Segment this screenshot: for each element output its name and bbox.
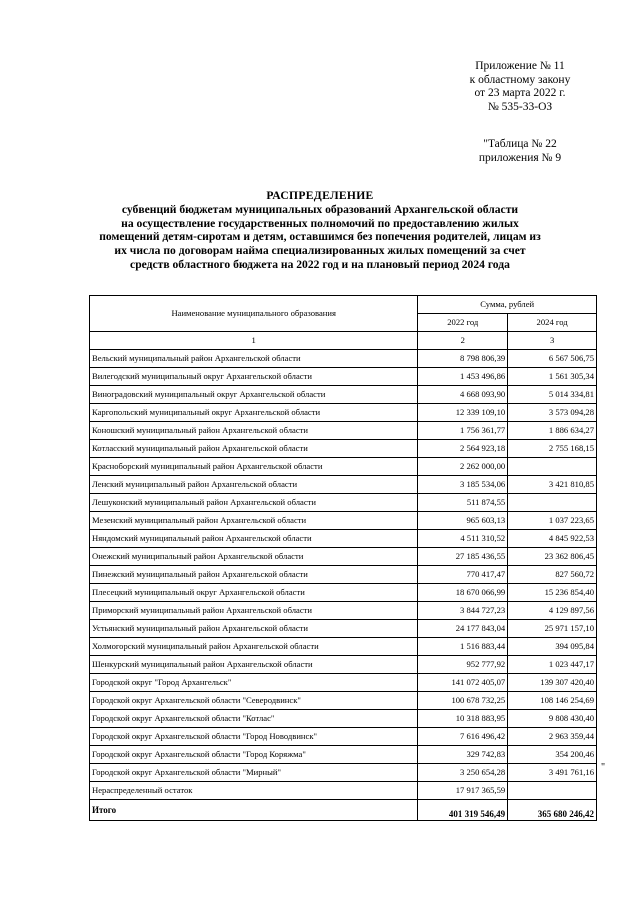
row-municipality-name: Мезенский муниципальный район Архангельской области	[90, 512, 418, 530]
table-row	[90, 656, 597, 674]
row-value-2022: 141 072 405,07	[418, 674, 508, 692]
table-row	[90, 386, 597, 404]
total-label: Итого	[90, 800, 418, 821]
subvention-table	[89, 295, 597, 821]
table-row	[90, 566, 597, 584]
row-value-2024: 139 307 420,40	[508, 674, 597, 692]
table-number: "Таблица № 22	[483, 138, 557, 150]
row-value-2024: 15 236 854,40	[508, 584, 597, 602]
row-municipality-name: Городской округ "Город Архангельск"	[90, 674, 418, 692]
row-value-2022: 18 670 066,99	[418, 584, 508, 602]
header-sum: Сумма, рублей	[418, 296, 597, 314]
title-line-2: на осуществление государственных полномочий по предоставлению жилых	[121, 216, 519, 230]
row-municipality-name: Вилегодский муниципальный округ Архангельской области	[90, 368, 418, 386]
row-value-2022: 2 262 000,00	[418, 458, 508, 476]
row-municipality-name: Городской округ Архангельской области "Котлас"	[90, 710, 418, 728]
total-2022: 401 319 546,49	[418, 800, 508, 821]
row-municipality-name: Виноградовский муниципальный округ Архангельской области	[90, 386, 418, 404]
table-row	[90, 710, 597, 728]
header-col-num-2: 2	[418, 332, 508, 350]
row-value-2022: 100 678 732,25	[418, 692, 508, 710]
row-municipality-name: Шенкурский муниципальный район Архангельской области	[90, 656, 418, 674]
appendix-number: Приложение № 11	[475, 60, 565, 72]
total-row	[90, 800, 597, 821]
table-row	[90, 620, 597, 638]
row-value-2024: 1 037 223,65	[508, 512, 597, 530]
row-value-2024: 1 561 305,34	[508, 368, 597, 386]
table-row	[90, 350, 597, 368]
row-value-2024: 25 971 157,10	[508, 620, 597, 638]
table-row	[90, 512, 597, 530]
row-value-2022: 965 603,13	[418, 512, 508, 530]
appendix-law-ref: к областному закону	[469, 73, 571, 86]
row-value-2024: 394 095,84	[508, 638, 597, 656]
row-municipality-name: Ленский муниципальный район Архангельской области	[90, 476, 418, 494]
row-value-2024: 5 014 334,81	[508, 386, 597, 404]
row-municipality-name: Каргопольский муниципальный округ Архангельской области	[90, 404, 418, 422]
table-row	[90, 764, 597, 782]
row-municipality-name: Вельский муниципальный район Архангельской области	[90, 350, 418, 368]
document-title	[80, 189, 560, 272]
row-municipality-name: Красноборский муниципальный район Архангельской области	[90, 458, 418, 476]
header-col-num-1: 1	[90, 332, 418, 350]
row-value-2024: 9 808 430,40	[508, 710, 597, 728]
row-value-2022: 12 339 109,10	[418, 404, 508, 422]
row-value-2022: 329 742,83	[418, 746, 508, 764]
table-row	[90, 422, 597, 440]
row-municipality-name: Онежский муниципальный район Архангельской области	[90, 548, 418, 566]
row-value-2022: 7 616 496,42	[418, 728, 508, 746]
row-municipality-name: Пинежский муниципальный район Архангельской области	[90, 566, 418, 584]
table-row	[90, 548, 597, 566]
row-value-2022: 24 177 843,04	[418, 620, 508, 638]
row-value-2024: 108 146 254,69	[508, 692, 597, 710]
row-municipality-name: Холмогорский муниципальный район Архангельской области	[90, 638, 418, 656]
table-row	[90, 404, 597, 422]
table-row	[90, 476, 597, 494]
table-row	[90, 440, 597, 458]
table-row	[90, 584, 597, 602]
row-municipality-name: Городской округ Архангельской области "Город Коряжма"	[90, 746, 418, 764]
closing-quote: "	[601, 762, 606, 773]
row-value-2024: 4 129 897,56	[508, 602, 597, 620]
row-municipality-name: Городской округ Архангельской области "Мирный"	[90, 764, 418, 782]
row-municipality-name: Нераспределенный остаток	[90, 782, 418, 800]
title-main: РАСПРЕДЕЛЕНИЕ	[266, 189, 374, 202]
header-col-num-3: 3	[508, 332, 597, 350]
row-value-2024: 1 023 447,17	[508, 656, 597, 674]
row-municipality-name: Коношский муниципальный район Архангельской области	[90, 422, 418, 440]
table-row	[90, 602, 597, 620]
row-value-2024: 1 886 634,27	[508, 422, 597, 440]
row-value-2024: 3 491 761,16	[508, 764, 597, 782]
row-value-2022: 1 756 361,77	[418, 422, 508, 440]
row-municipality-name: Городской округ Архангельской области "Город Новодвинск"	[90, 728, 418, 746]
row-value-2022: 1 516 883,44	[418, 638, 508, 656]
title-line-5: средств областного бюджета на 2022 год и на плановый период 2024 года	[130, 257, 510, 271]
header-municipality: Наименование муниципального образования	[90, 296, 418, 332]
table-row	[90, 638, 597, 656]
title-line-3: помещений детям-сиротам и детям, оставшимся без попечения родителей, лицам из	[99, 230, 541, 244]
row-value-2024: 3 573 094,28	[508, 404, 597, 422]
table-row	[90, 458, 597, 476]
table-row	[90, 368, 597, 386]
table-row	[90, 746, 597, 764]
table-row	[90, 530, 597, 548]
row-value-2022: 4 668 093,90	[418, 386, 508, 404]
row-value-2022: 952 777,92	[418, 656, 508, 674]
appendix-header	[440, 60, 600, 114]
row-value-2022: 3 844 727,23	[418, 602, 508, 620]
row-value-2024: 2 755 168,15	[508, 440, 597, 458]
row-municipality-name: Котласский муниципальный район Архангельской области	[90, 440, 418, 458]
title-line-1: субвенций бюджетам муниципальных образований Архангельской области	[121, 202, 519, 216]
row-municipality-name: Лешуконский муниципальный район Архангельской области	[90, 494, 418, 512]
row-value-2022: 27 185 436,55	[418, 548, 508, 566]
total-2024: 365 680 246,42	[508, 800, 597, 821]
row-value-2024: 2 963 359,44	[508, 728, 597, 746]
row-value-2024: 23 362 806,45	[508, 548, 597, 566]
row-municipality-name: Городской округ Архангельской области "Северодвинск"	[90, 692, 418, 710]
appendix-law-number: № 535-33-ОЗ	[487, 100, 553, 113]
row-value-2022: 770 417,47	[418, 566, 508, 584]
row-value-2022: 3 185 534,06	[418, 476, 508, 494]
table-row	[90, 692, 597, 710]
row-municipality-name: Устьянский муниципальный район Архангельской области	[90, 620, 418, 638]
row-value-2022: 1 453 496,86	[418, 368, 508, 386]
row-value-2022: 511 874,55	[418, 494, 508, 512]
row-value-2022: 2 564 923,18	[418, 440, 508, 458]
row-value-2022: 3 250 654,28	[418, 764, 508, 782]
row-value-2024	[508, 494, 597, 512]
row-municipality-name: Плесецкий муниципальный округ Архангельской области	[90, 584, 418, 602]
table-row	[90, 728, 597, 746]
appendix-date: от 23 марта 2022 г.	[474, 87, 566, 99]
row-value-2024: 4 845 922,53	[508, 530, 597, 548]
table-appendix-ref: приложения № 9	[478, 151, 562, 164]
row-value-2024	[508, 458, 597, 476]
row-municipality-name: Приморский муниципальный район Архангельской области	[90, 602, 418, 620]
row-value-2024: 3 421 810,85	[508, 476, 597, 494]
table-row	[90, 674, 597, 692]
table-row	[90, 494, 597, 512]
row-value-2024: 6 567 506,75	[508, 350, 597, 368]
table-reference	[440, 138, 600, 165]
header-year-2024: 2024 год	[508, 314, 597, 332]
header-year-2022: 2022 год	[418, 314, 508, 332]
table-row	[90, 782, 597, 800]
row-municipality-name: Няндомский муниципальный район Архангельской области	[90, 530, 418, 548]
row-value-2024: 354 200,46	[508, 746, 597, 764]
title-line-4: их числа по договорам найма специализированных жилых помещений за счет	[114, 244, 526, 258]
row-value-2022: 4 511 310,52	[418, 530, 508, 548]
row-value-2022: 8 798 806,39	[418, 350, 508, 368]
row-value-2022: 17 917 365,59	[418, 782, 508, 800]
row-value-2024: 827 560,72	[508, 566, 597, 584]
row-value-2022: 10 318 883,95	[418, 710, 508, 728]
row-value-2024	[508, 782, 597, 800]
